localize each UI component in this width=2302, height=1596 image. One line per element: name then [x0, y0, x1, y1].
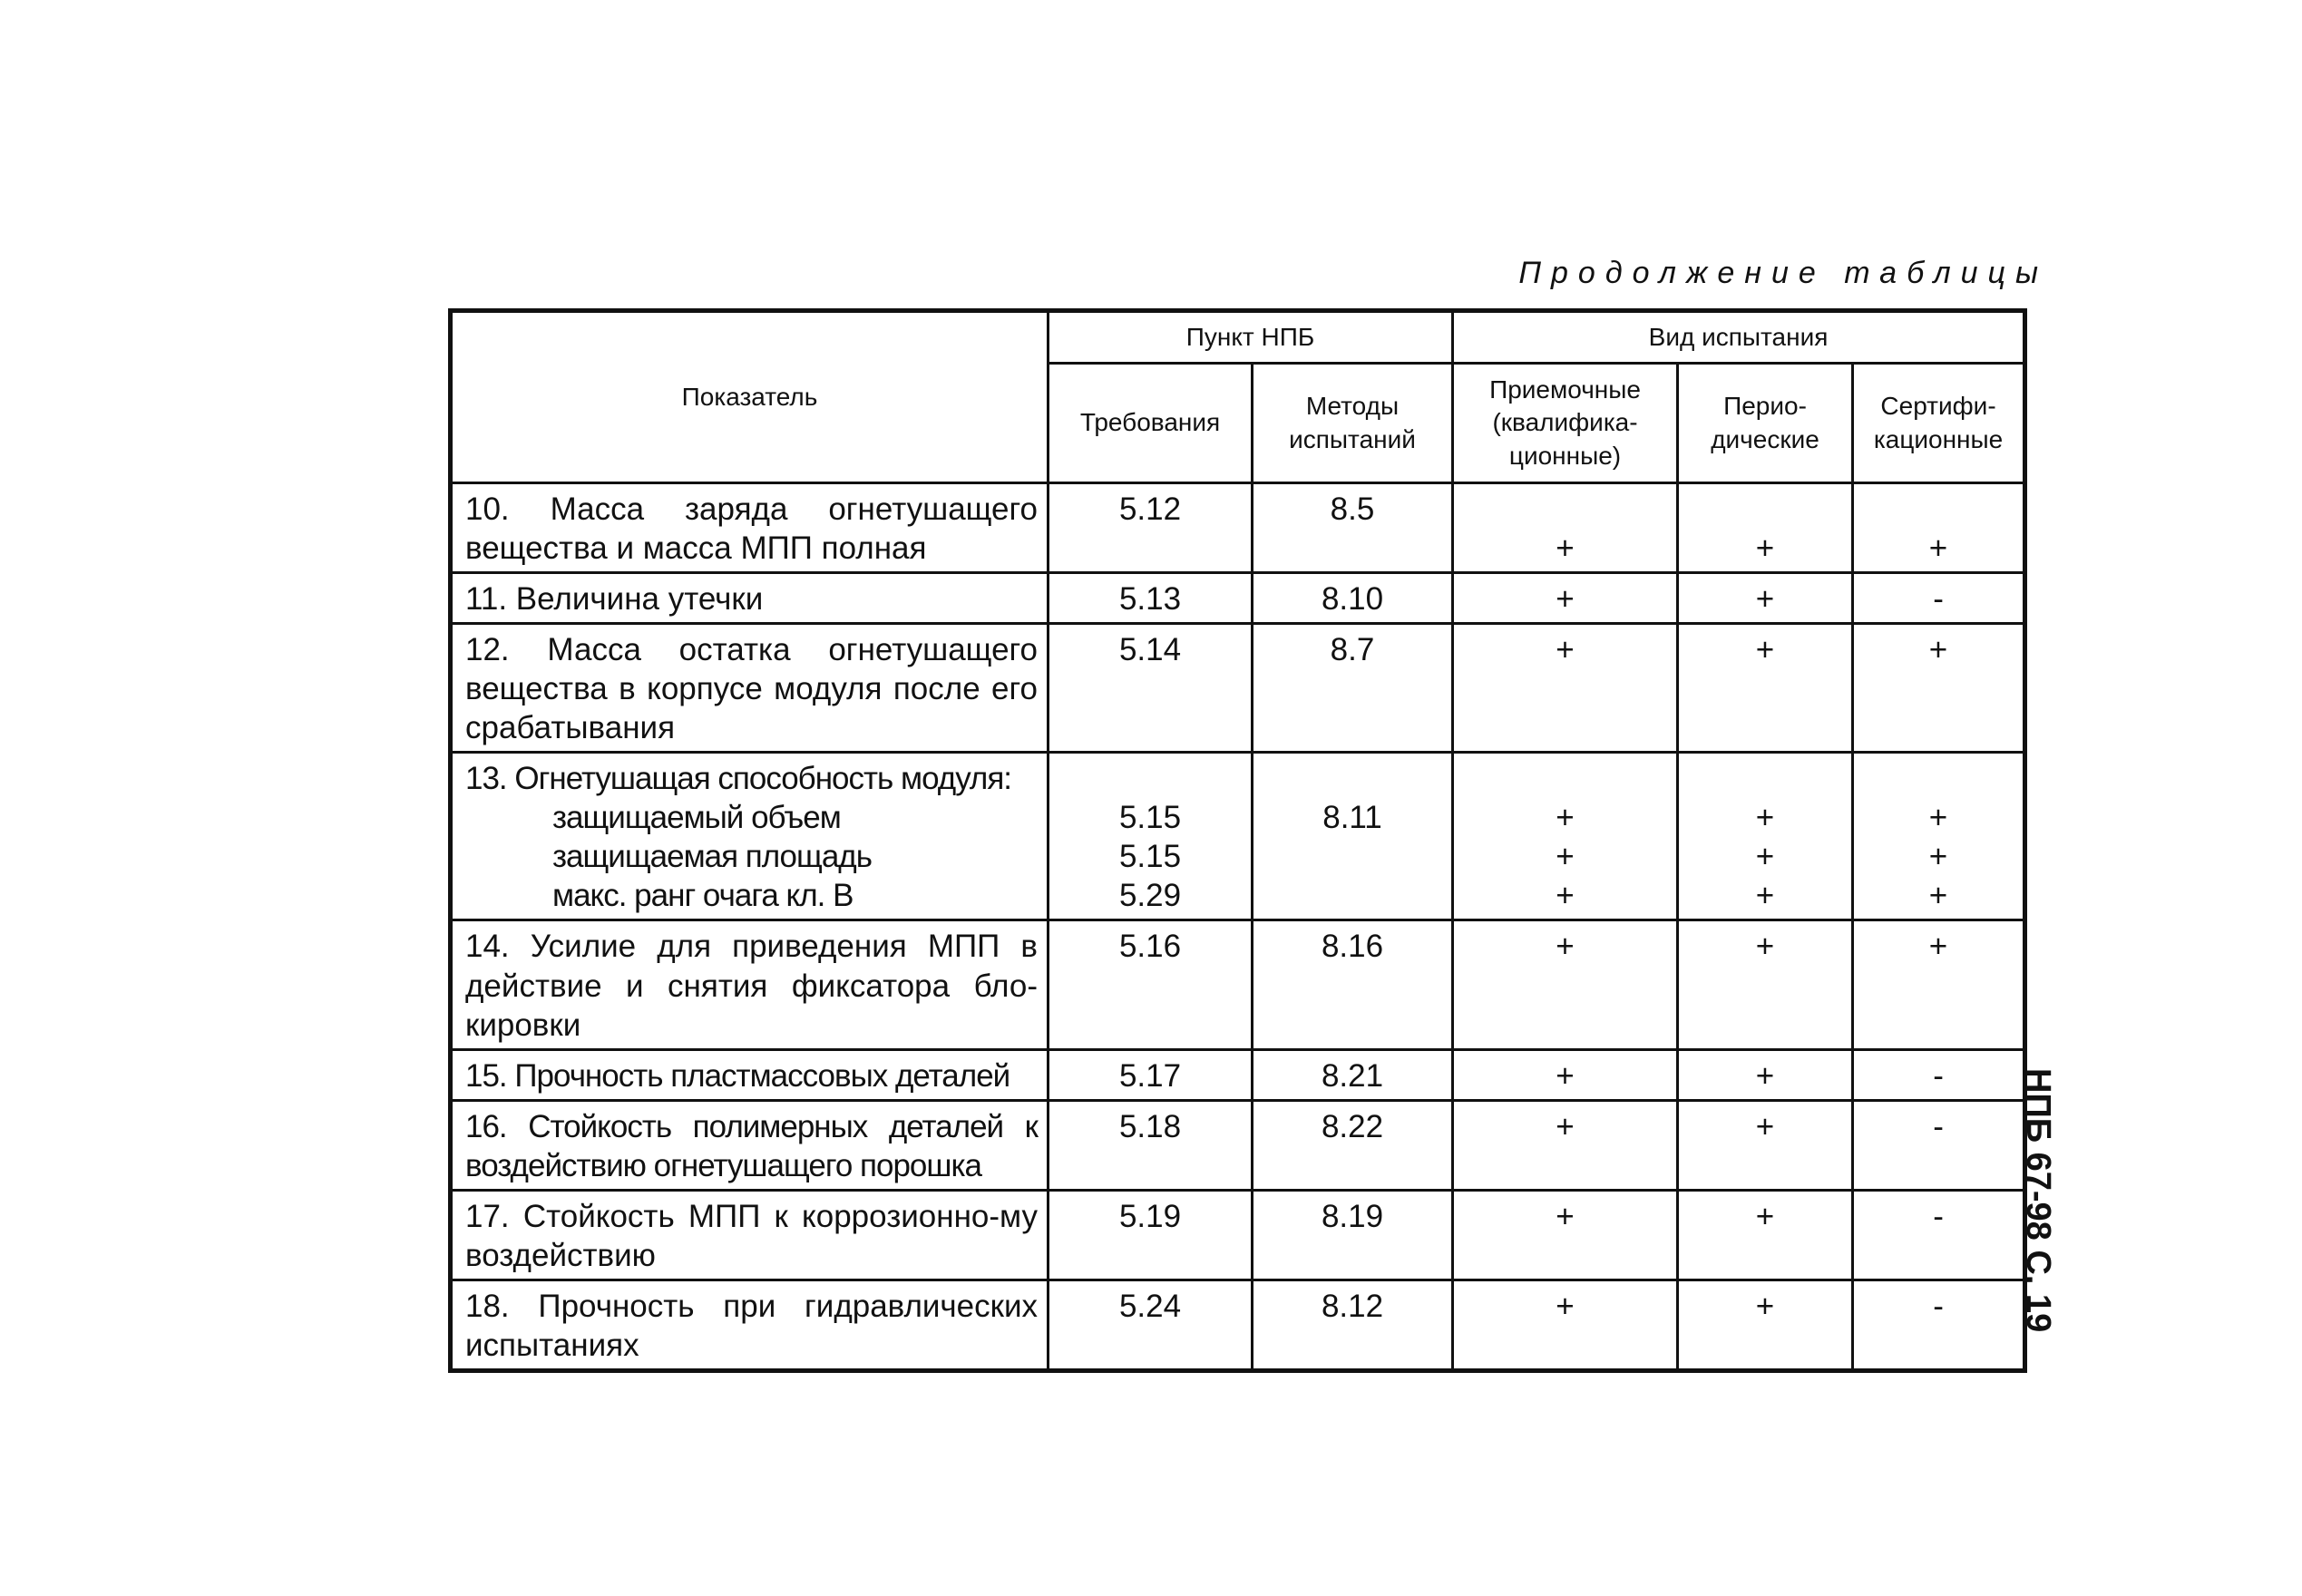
certification-cell: -	[1853, 1100, 2025, 1190]
sub-periodic: +	[1755, 800, 1775, 836]
periodic-cell: +	[1678, 1049, 1853, 1100]
requirements-cell: 5.12	[1049, 483, 1253, 573]
requirements-cell: 5.17	[1049, 1049, 1253, 1100]
requirements-cell: 5.13	[1049, 573, 1253, 624]
table-row	[451, 1049, 2025, 1100]
methods-cell: 8.5	[1253, 483, 1453, 573]
requirements-cell	[1049, 753, 1253, 920]
header-certification: Сертифи-кационные	[1853, 364, 2025, 483]
periodic-cell: +	[1678, 624, 1853, 753]
acceptance-cell: +	[1453, 1190, 1678, 1280]
methods-cell: 8.10	[1253, 573, 1453, 624]
methods-cell	[1253, 753, 1453, 920]
table-row	[451, 624, 2025, 753]
acceptance-cell: +	[1453, 1100, 1678, 1190]
certification-cell: +	[1853, 483, 2025, 573]
sub-item-label: макс. ранг очага кл. В	[552, 878, 853, 914]
acceptance-cell: +	[1453, 483, 1678, 573]
test-requirements-table	[448, 308, 2027, 1373]
periodic-cell: +	[1678, 573, 1853, 624]
methods-cell: 8.7	[1253, 624, 1453, 753]
sub-certification: +	[1928, 878, 1948, 914]
methods-cell: 8.22	[1253, 1100, 1453, 1190]
periodic-cell: +	[1678, 1190, 1853, 1280]
certification-cell: -	[1853, 1280, 2025, 1370]
table-row	[451, 483, 2025, 573]
indicator-cell: 16. Стойкость полимерных деталей к воздействию огнетушащего порошка	[451, 1100, 1049, 1190]
sub-requirements: 5.29	[1118, 878, 1182, 914]
certification-cell: +	[1853, 624, 2025, 753]
requirements-cell: 5.14	[1049, 624, 1253, 753]
requirements-cell: 5.18	[1049, 1100, 1253, 1190]
indicator-cell: 12. Масса остатка огнетушащего вещества в корпусе модуля после его срабатывания	[451, 624, 1049, 753]
acceptance-cell: +	[1453, 573, 1678, 624]
header-acceptance: Приемочные (квалифика-ционные)	[1453, 364, 1678, 483]
certification-cell: -	[1853, 1190, 2025, 1280]
indicator-heading: 13. Огнетушащая способность модуля:	[465, 761, 1012, 797]
certification-cell	[1853, 753, 2025, 920]
sub-methods: 8.11	[1322, 800, 1382, 836]
table-row	[451, 1100, 2025, 1190]
indicator-cell: 14. Усилие для приведения МПП в действие и снятия фиксатора бло-кировки	[451, 920, 1049, 1049]
sub-acceptance: +	[1556, 878, 1575, 914]
sub-certification: +	[1928, 839, 1948, 875]
periodic-cell: +	[1678, 1100, 1853, 1190]
header-requirements: Требования	[1049, 364, 1253, 483]
table-row	[451, 753, 2025, 920]
indicator-cell: 10. Масса заряда огнетушащего вещества и масса МПП полная	[451, 483, 1049, 573]
acceptance-cell: +	[1453, 1280, 1678, 1370]
acceptance-cell: +	[1453, 1049, 1678, 1100]
indicator-cell: 18. Прочность при гидравлических испытаниях	[451, 1280, 1049, 1370]
header-npb-clause: Пункт НПБ	[1049, 311, 1453, 364]
table-row	[451, 1280, 2025, 1370]
sub-item-label: защищаемая площадь	[552, 839, 872, 875]
table-row	[451, 1190, 2025, 1280]
indicator-cell	[451, 753, 1049, 920]
acceptance-cell	[1453, 753, 1678, 920]
table-row	[451, 920, 2025, 1049]
methods-cell: 8.16	[1253, 920, 1453, 1049]
methods-cell: 8.21	[1253, 1049, 1453, 1100]
certification-cell: -	[1853, 573, 2025, 624]
sub-requirements: 5.15	[1118, 800, 1182, 836]
certification-cell: -	[1853, 1049, 2025, 1100]
acceptance-cell: +	[1453, 920, 1678, 1049]
header-test-methods: Методы испытаний	[1253, 364, 1453, 483]
table-row	[451, 573, 2025, 624]
periodic-cell: +	[1678, 1280, 1853, 1370]
header-indicator: Показатель	[451, 311, 1049, 483]
acceptance-cell: +	[1453, 624, 1678, 753]
sub-periodic: +	[1755, 839, 1775, 875]
header-test-type: Вид испытания	[1453, 311, 2025, 364]
certification-cell: +	[1853, 920, 2025, 1049]
indicator-cell: 11. Величина утечки	[451, 573, 1049, 624]
methods-cell: 8.19	[1253, 1190, 1453, 1280]
periodic-cell	[1678, 753, 1853, 920]
sub-requirements: 5.15	[1118, 839, 1182, 875]
sub-item-label: защищаемый объем	[552, 800, 841, 836]
sub-acceptance: +	[1556, 839, 1575, 875]
sub-certification: +	[1928, 800, 1948, 836]
sub-acceptance: +	[1556, 800, 1575, 836]
requirements-cell: 5.16	[1049, 920, 1253, 1049]
requirements-cell: 5.19	[1049, 1190, 1253, 1280]
periodic-cell: +	[1678, 920, 1853, 1049]
header-periodic: Перио-дические	[1678, 364, 1853, 483]
header-row-top	[451, 311, 2025, 364]
requirements-cell: 5.24	[1049, 1280, 1253, 1370]
indicator-cell: 15. Прочность пластмассовых деталей	[451, 1049, 1049, 1100]
table-continuation-caption: Продолжение таблицы	[1518, 256, 2048, 290]
periodic-cell: +	[1678, 483, 1853, 573]
sub-periodic: +	[1755, 878, 1775, 914]
indicator-cell: 17. Стойкость МПП к коррозионно-му воздействию	[451, 1190, 1049, 1280]
page-reference: НПБ 67-98 С. 19	[2019, 1068, 2057, 1333]
methods-cell: 8.12	[1253, 1280, 1453, 1370]
